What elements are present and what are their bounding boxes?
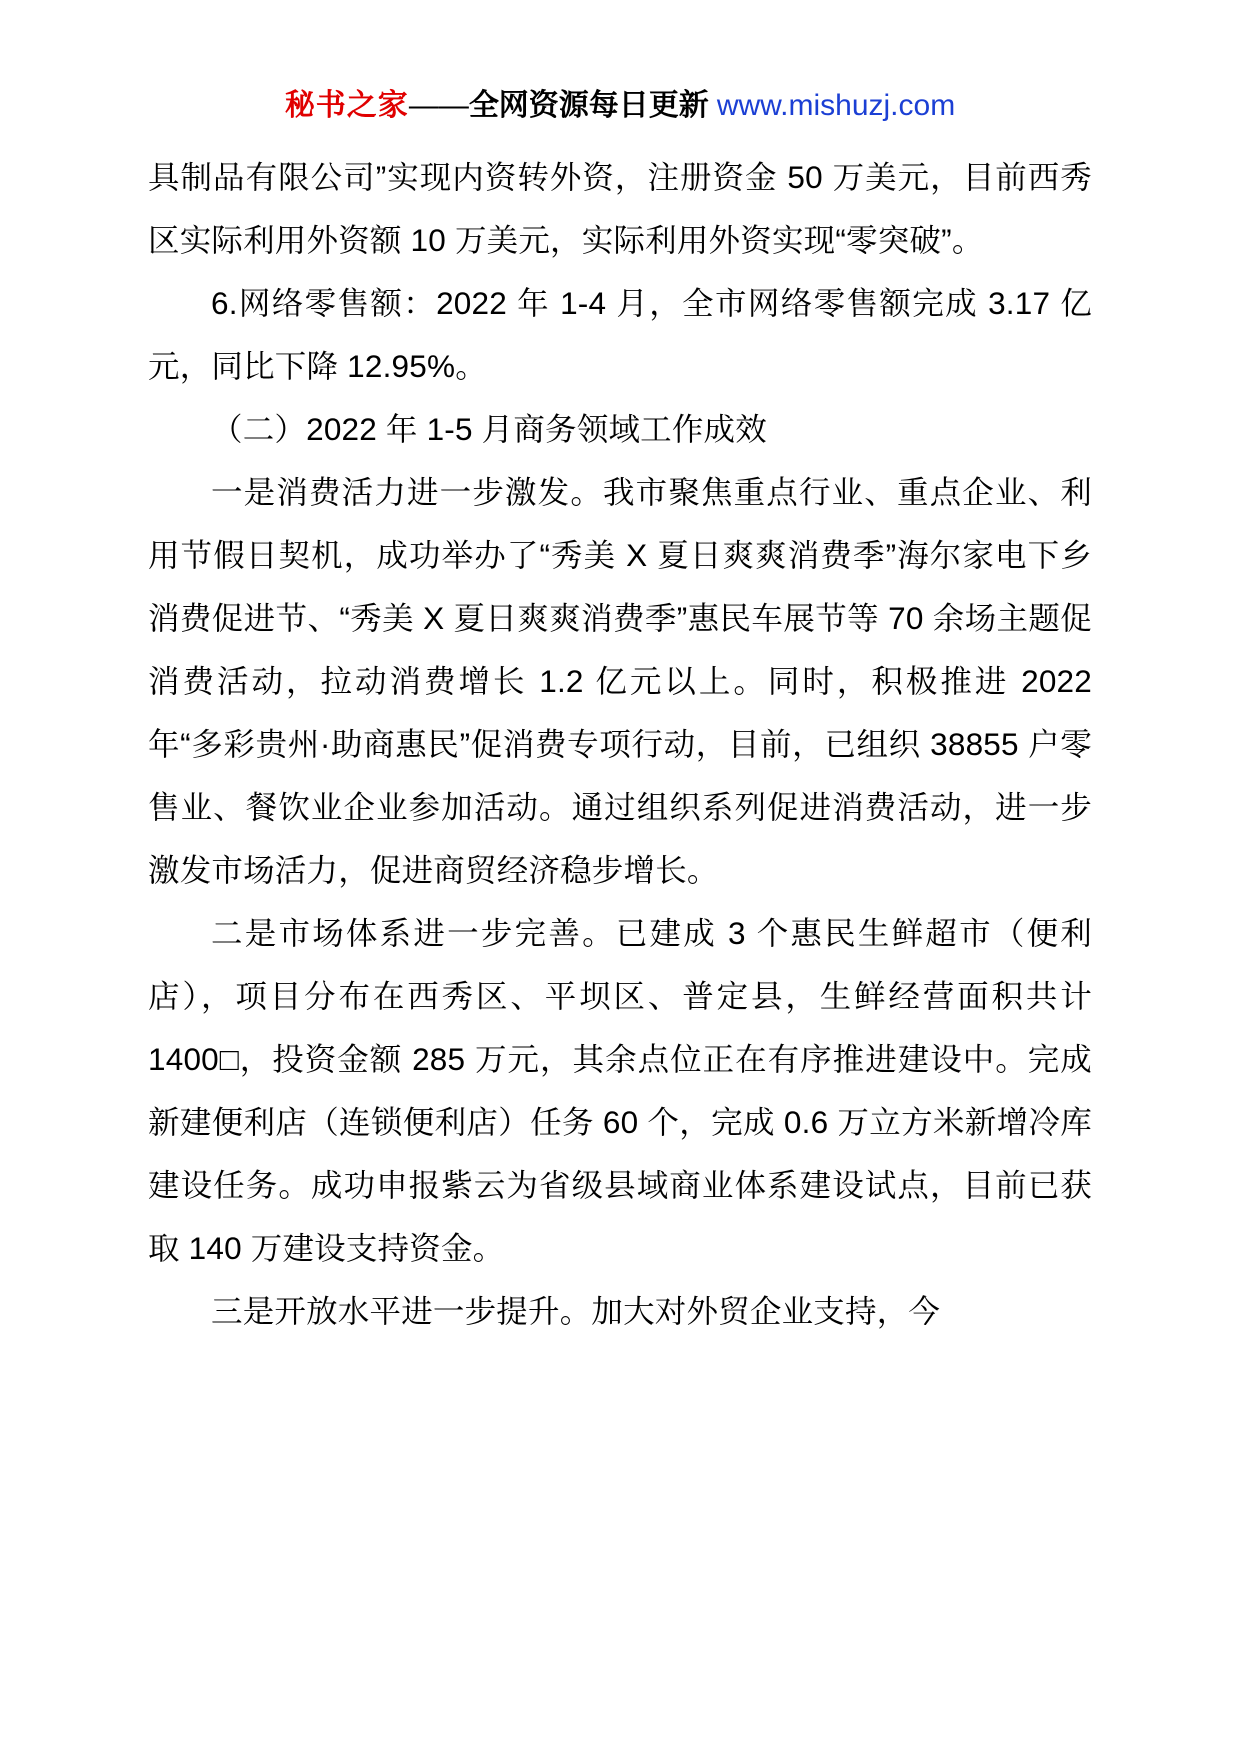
paragraph-5: 三是开放水平进一步提升。加大对外贸企业支持，今 — [211, 1293, 941, 1329]
watermark-header — [0, 86, 1240, 126]
paragraph-1: 具制品有限公司”实现内资转外资，注册资金 50 万美元，目前西秀区实际利用外资额 10 万美元，实际利用外资实现“零突破”。 — [148, 159, 1092, 258]
section-heading: （二）2022 年 1-5 月商务领域工作成效 — [211, 411, 767, 447]
paragraph-3: 一是消费活力进一步激发。我市聚焦重点行业、重点企业、利用节假日契机，成功举办了“秀美 X 夏日爽爽消费季”海尔家电下乡消费促进节、“秀美 X 夏日爽爽消费季”惠民车展节等 70 余场主题促消费活动，拉动消费增长 1.2 亿元以上。同时，积极推进 2022 年“多彩贵州·助商惠民”促消费专项行动，目前，已组织 38855 户零售业、餐饮业企业参加活动。通过组织系列促进消费活动，进一步激发市场活力，促进商贸经济稳步增长。 — [148, 474, 1092, 888]
document-body — [148, 146, 1092, 1343]
site-brand-name: 秘书之家 — [284, 89, 409, 122]
header-tagline: 全网资源每日更新 — [468, 89, 709, 122]
site-url-link[interactable]: www.mishuzj.com — [716, 89, 956, 122]
paragraph-4: 二是市场体系进一步完善。已建成 3 个惠民生鲜超市（便利店），项目分布在西秀区、平坝区、普定县，生鲜经营面积共计 1400□，投资金额 285 万元，其余点位正在有序推进建设中。完成新建便利店（连锁便利店）任务 60 个，完成 0.6 万立方米新增冷库建设任务。成功申报紫云为省级县域商业体系建设试点，目前已获取 140 万建设支持资金。 — [148, 915, 1092, 1266]
header-dash: —— — [408, 89, 469, 122]
paragraph-2: 6.网络零售额：2022 年 1-4 月，全市网络零售额完成 3.17 亿元，同比下降 12.95%。 — [148, 285, 1092, 384]
